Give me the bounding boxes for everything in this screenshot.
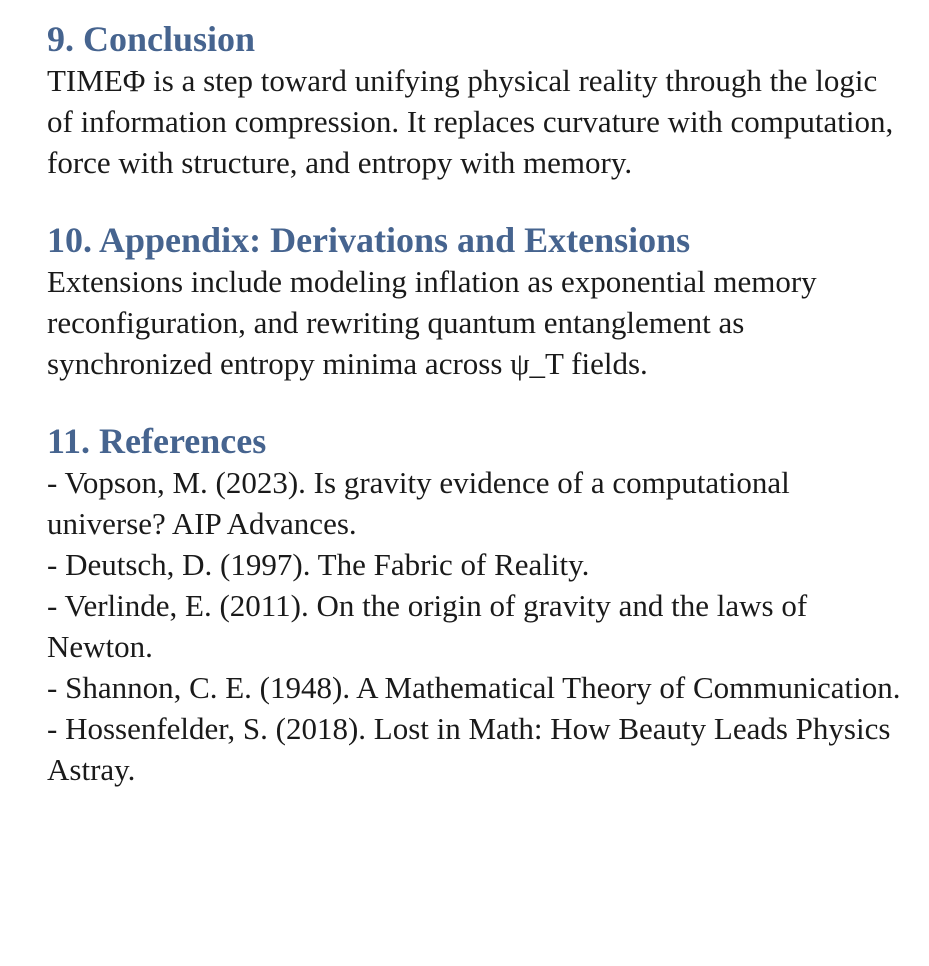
references-list — [47, 462, 907, 790]
conclusion-paragraph: TIMEΦ is a step toward unifying physical reality through the logic of information compression. It replaces curvature with computation, force with structure, and entropy with memory. — [47, 63, 894, 180]
reference-item-vopson: - Vopson, M. (2023). Is gravity evidence of a computational universe? AIP Advances. — [47, 465, 790, 541]
appendix-paragraph: Extensions include modeling inflation as exponential memory reconfiguration, and rewriting quantum entanglement as synchronized entropy minima across ψ_T fields. — [47, 264, 817, 381]
reference-item-deutsch: - Deutsch, D. (1997). The Fabric of Reality. — [47, 547, 590, 582]
conclusion-heading: 9. Conclusion — [47, 19, 256, 59]
reference-item-hossenfelder: - Hossenfelder, S. (2018). Lost in Math: How Beauty Leads Physics Astray. — [47, 711, 891, 787]
appendix-heading: 10. Appendix: Derivations and Extensions — [47, 220, 691, 260]
references-section — [47, 420, 907, 790]
references-heading: 11. References — [47, 421, 267, 461]
reference-item-shannon: - Shannon, C. E. (1948). A Mathematical Theory of Communication. — [47, 670, 901, 705]
appendix-section — [47, 219, 907, 384]
conclusion-section — [47, 18, 907, 183]
document-page — [47, 18, 907, 790]
reference-item-verlinde: - Verlinde, E. (2011). On the origin of gravity and the laws of Newton. — [47, 588, 808, 664]
